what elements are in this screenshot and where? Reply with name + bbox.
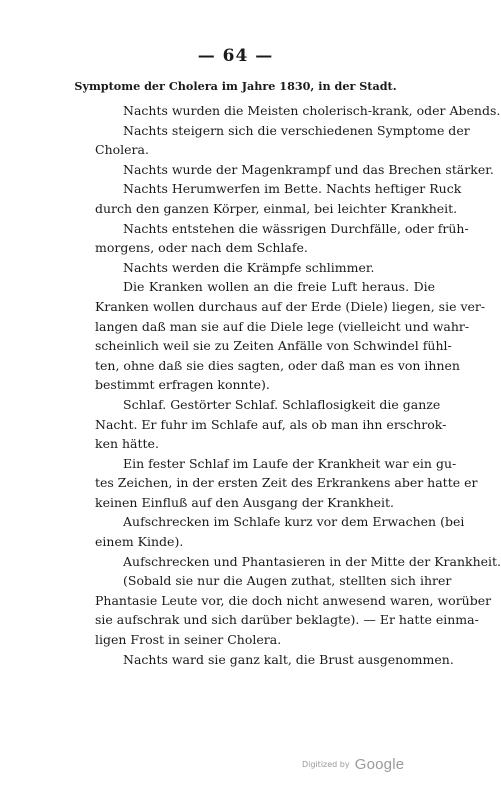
text-line: Aufschrecken und Phantasieren in der Mitte der Krankheit. [123, 553, 501, 569]
text-line: Schlaf. Gestörter Schlaf. Schlaflosigkeit die ganze [123, 396, 441, 412]
text-line: ken hätte. [95, 436, 159, 452]
text-line: Nachts werden die Krämpfe schlimmer. [123, 259, 375, 275]
running-head: Symptome der Cholera im Jahre 1830, in der Stadt. [74, 79, 397, 93]
digitized-watermark [302, 754, 404, 773]
paragraph-cramps-worse [95, 258, 435, 278]
text-line: langen daß man sie auf die Diele lege (vielleicht und wahr- [95, 318, 470, 334]
text-line: morgens, oder nach dem Schlafe. [95, 240, 308, 256]
text-line: sie aufschrak und sich darüber beklagte). — Er hatte einma- [95, 612, 479, 628]
text-line: keinen Einfluß auf den Ausgang der Krankheit. [95, 494, 395, 510]
text-line: Kranken wollen durchaus auf der Erde (Diele) liegen, sie ver- [95, 298, 486, 314]
text-line: einem Kinde). [95, 534, 184, 550]
text-line: Nacht. Er fuhr im Schlafe auf, als ob man ihn erschrok- [95, 416, 447, 432]
text-line: Ein fester Schlaf im Laufe der Krankheit war ein gu- [123, 455, 457, 471]
paragraph-tossing [95, 179, 462, 218]
paragraph-cold [95, 650, 454, 670]
text-line: bestimmt erfragen konnte). [95, 377, 270, 393]
text-line: Die Kranken wollen an die freie Luft heraus. Die [123, 279, 435, 295]
text-line: ten, ohne daß sie dies sagten, oder daß man es von ihnen [95, 357, 460, 373]
text-line: Phantasie Leute vor, die doch nicht anwesend waren, worüber [95, 592, 492, 608]
paragraph-phantasizing [95, 552, 501, 650]
text-line: Nachts steigern sich die verschiedenen Symptome der [123, 122, 470, 138]
text-line: ligen Frost in seiner Cholera. [95, 632, 282, 648]
text-line: Nachts ward sie ganz kalt, die Brust ausgenommen. [123, 651, 454, 667]
text-line: durch den ganzen Körper, einmal, bei leichter Krankheit. [95, 200, 458, 216]
paragraph-stomach-cramp [95, 160, 494, 180]
text-line: (Sobald sie nur die Augen zuthat, stellten sich ihrer [123, 573, 452, 589]
body-text [95, 101, 501, 669]
google-logo: Google [354, 756, 405, 773]
page-number: — 64 — [197, 46, 274, 66]
text-line: Aufschrecken im Schlafe kurz vor dem Erwachen (bei [123, 514, 465, 530]
text-line: Nachts Herumwerfen im Bette. Nachts heftiger Ruck [123, 181, 462, 197]
paragraph-diarrhea [95, 219, 469, 258]
paragraph-night-symptoms [95, 101, 501, 160]
text-line: tes Zeichen, in der ersten Zeit des Erkrankens aber hatte er [95, 475, 478, 491]
text-line: Nachts wurde der Magenkrampf und das Brechen stärker. [123, 161, 494, 177]
paragraph-fresh-air [95, 277, 486, 395]
text-line: scheinlich weil sie zu Zeiten Anfälle von Schwindel fühl- [95, 338, 452, 354]
text-line: Cholera. [95, 142, 149, 158]
paragraph-sleep [95, 395, 447, 454]
paragraph-startle [95, 512, 465, 551]
text-line: Nachts entstehen die wässrigen Durchfälle, oder früh- [123, 220, 469, 236]
watermark-prefix: Digitized by [302, 760, 350, 769]
paragraph-firm-sleep [95, 454, 478, 513]
text-line: Nachts wurden die Meisten cholerisch-krank, oder Abends. [123, 103, 501, 118]
